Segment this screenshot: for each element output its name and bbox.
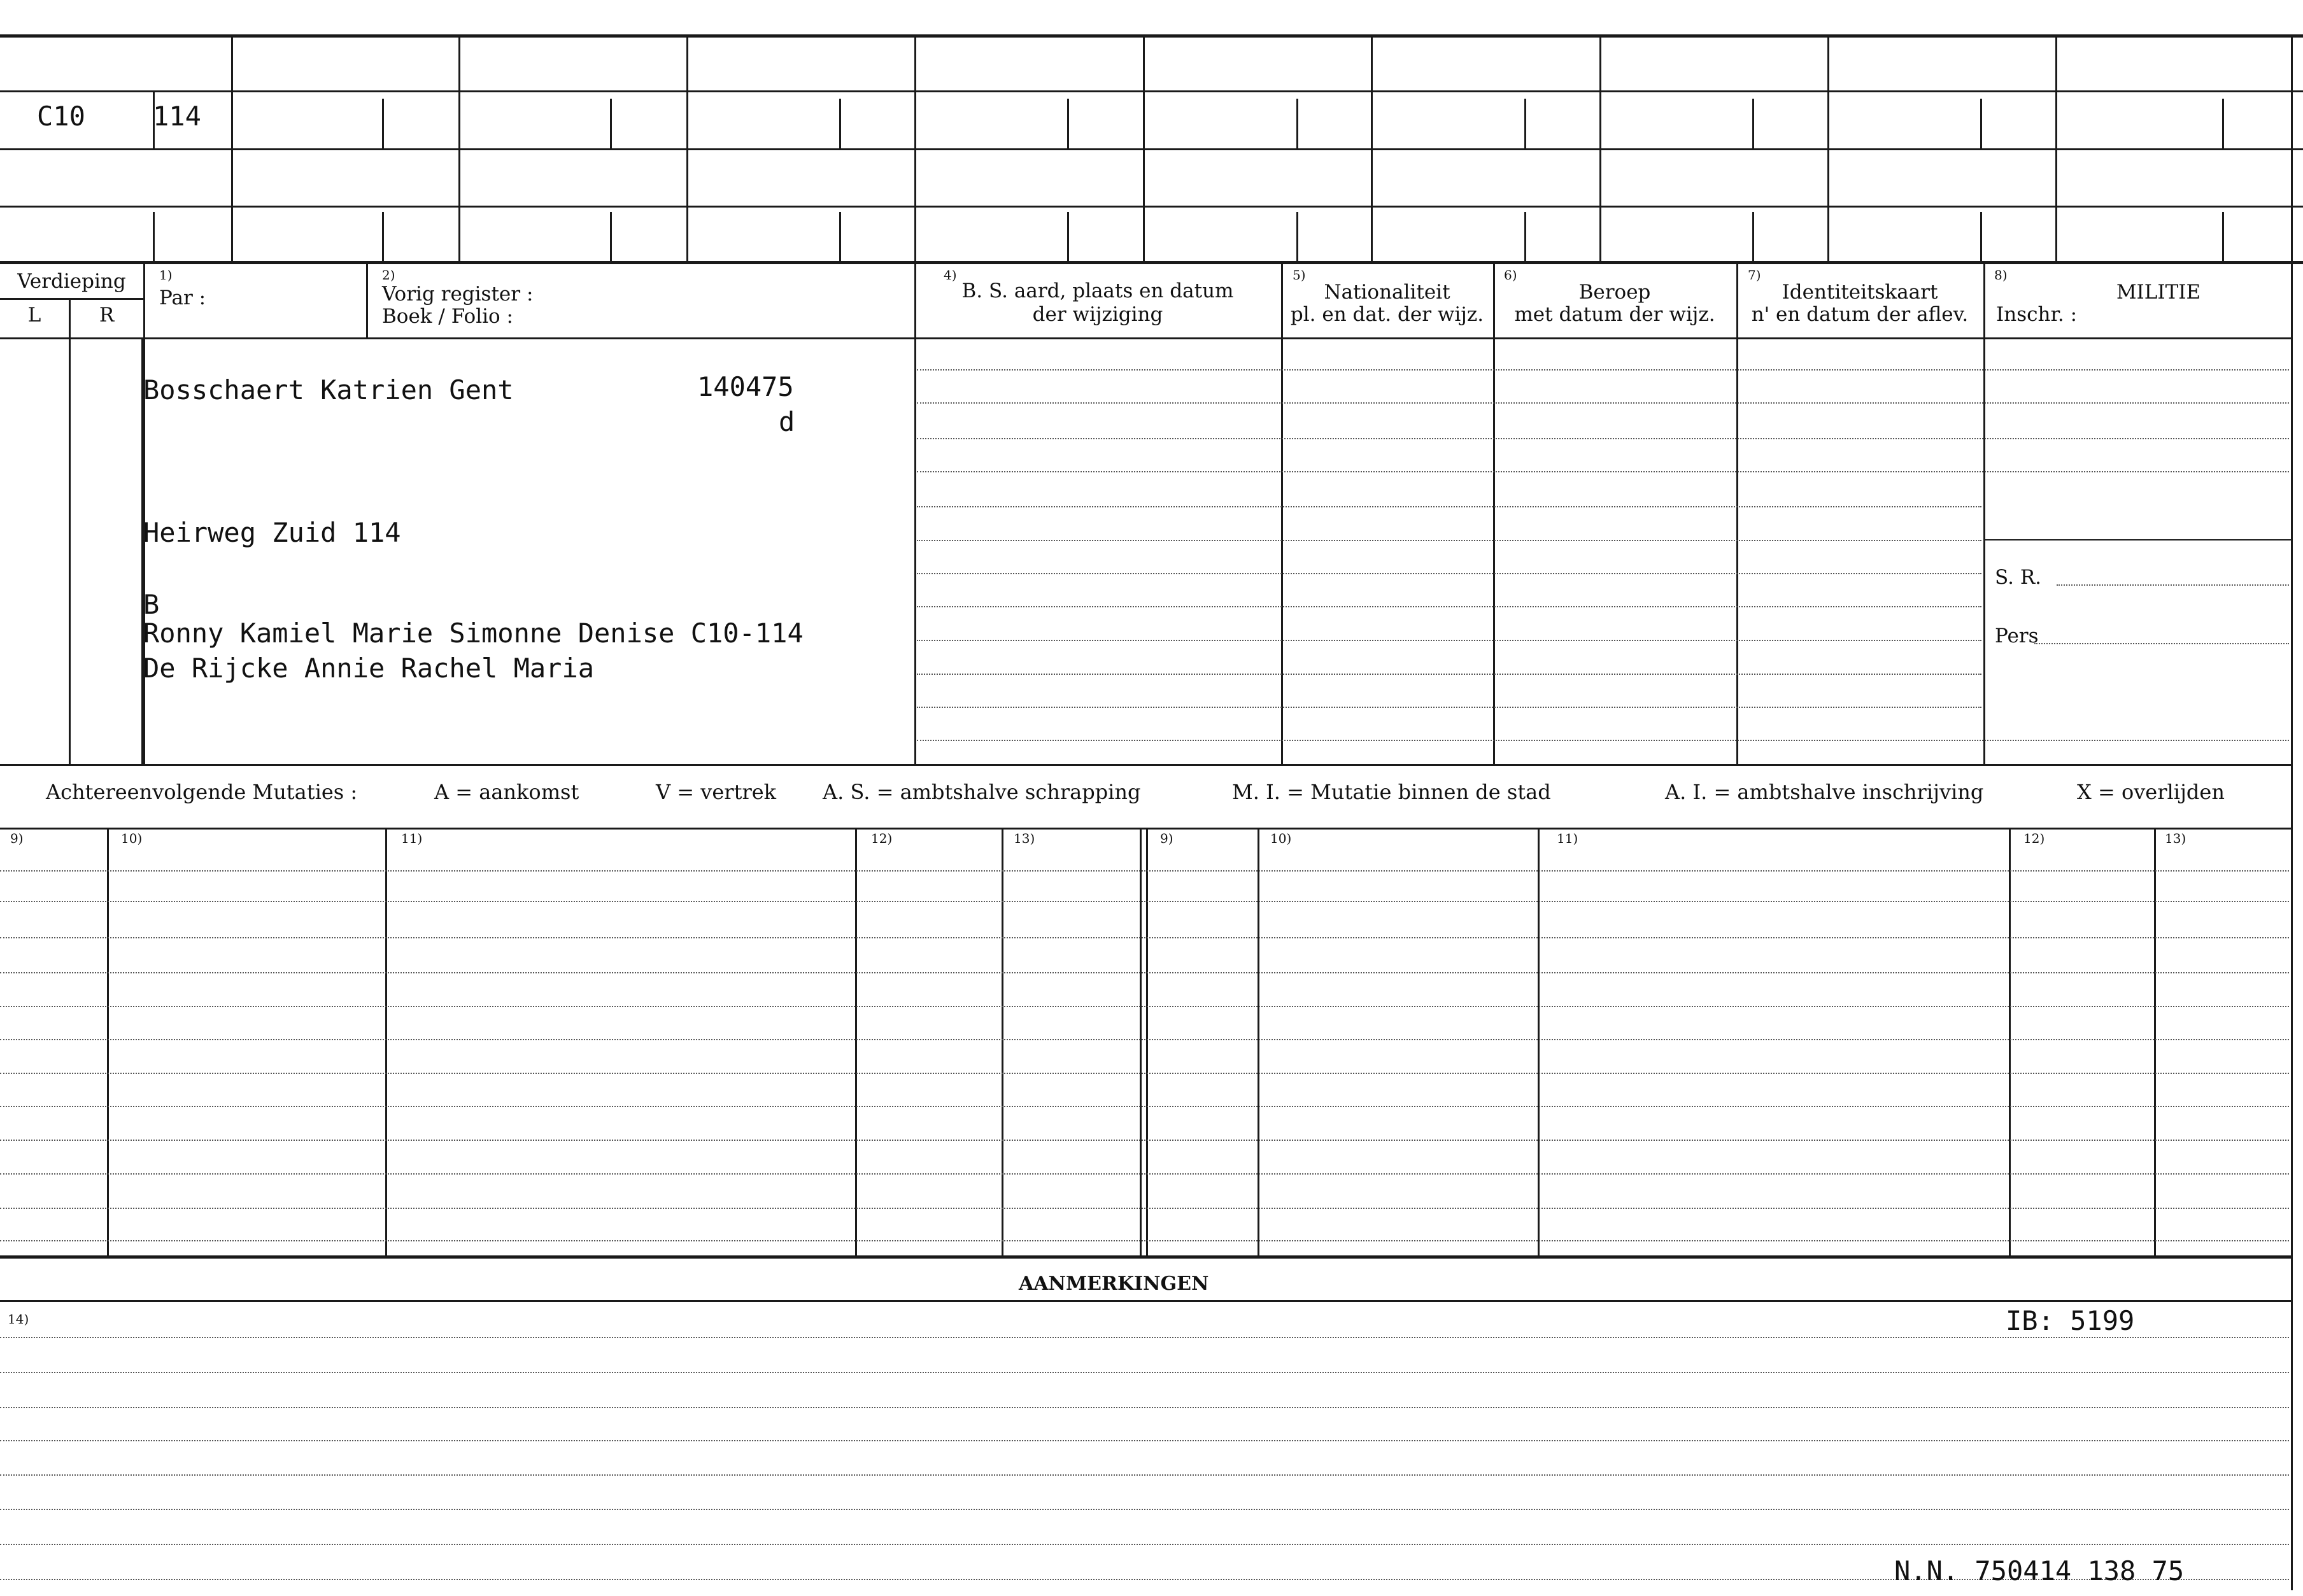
legend-inschrijving: A. I. = ambtshalve inschrijving xyxy=(1665,780,1984,804)
verdieping-label: Verdieping xyxy=(17,270,126,293)
resident-children: Ronny Kamiel Marie Simonne Denise C10-114 xyxy=(143,618,804,649)
militie-title: MILITIE xyxy=(2116,281,2201,304)
mut-col-10-left: 10) xyxy=(121,831,143,846)
mut-col-11-right: 11) xyxy=(1557,831,1578,846)
mut-col-13-right: 13) xyxy=(2165,831,2186,846)
house-number: 114 xyxy=(153,101,201,132)
resident-spouse: De Rijcke Annie Rachel Maria xyxy=(143,653,595,684)
col-4-title-2: der wijziging xyxy=(1032,303,1163,326)
wijk-code: C10 xyxy=(37,101,85,132)
col-7-title-2: n' en datum der aflev. xyxy=(1751,303,1969,326)
pers-label: Pers xyxy=(1995,625,2039,647)
mut-col-12-right: 12) xyxy=(2023,831,2045,846)
mut-col-11-left: 11) xyxy=(401,831,423,846)
col-2-number: 2) xyxy=(382,267,395,283)
aanmerkingen-title: AANMERKINGEN xyxy=(1019,1273,1209,1295)
mut-col-9-right: 9) xyxy=(1160,831,1173,846)
legend-schrapping: A. S. = ambtshalve schrapping xyxy=(823,780,1141,804)
remarks-number: 14) xyxy=(8,1311,29,1327)
resident-code: 140475 xyxy=(697,371,794,402)
boek-folio-label: Boek / Folio : xyxy=(382,305,513,328)
ib-reference: IB: 5199 xyxy=(2006,1305,2135,1336)
mutaties-title: Achtereenvolgende Mutaties : xyxy=(46,780,358,804)
col-5-title-2: pl. en dat. der wijz. xyxy=(1290,303,1484,326)
vorig-register-label: Vorig register : xyxy=(382,283,534,306)
mut-col-13-left: 13) xyxy=(1014,831,1035,846)
col-5-title-1: Nationaliteit xyxy=(1324,281,1450,304)
col-5-number: 5) xyxy=(1293,267,1306,283)
resident-name: Bosschaert Katrien Gent xyxy=(143,374,514,406)
r-label: R xyxy=(99,304,115,327)
inschr-label: Inschr. : xyxy=(1996,303,2078,326)
mut-col-9-left: 9) xyxy=(10,831,24,846)
l-label: L xyxy=(27,304,41,327)
col-6-title-1: Beroep xyxy=(1578,281,1651,304)
mut-col-10-right: 10) xyxy=(1270,831,1292,846)
col-4-title-1: B. S. aard, plaats en datum xyxy=(961,279,1234,302)
national-number: N.N. 750414 138 75 xyxy=(1894,1555,2185,1586)
col-6-title-2: met datum der wijz. xyxy=(1514,303,1715,326)
legend-aankomst: A = aankomst xyxy=(434,780,579,804)
legend-vertrek: V = vertrek xyxy=(656,780,777,804)
col-1-number: 1) xyxy=(159,267,173,283)
legend-mutatie-stad: M. I. = Mutatie binnen de stad xyxy=(1232,780,1551,804)
col-7-title-1: Identiteitskaart xyxy=(1782,281,1938,304)
sr-label: S. R. xyxy=(1995,566,2042,589)
resident-code-suffix: d xyxy=(779,406,795,437)
par-label: Par : xyxy=(159,286,206,309)
col-6-number: 6) xyxy=(1504,267,1517,283)
mut-col-12-left: 12) xyxy=(871,831,893,846)
col-7-number: 7) xyxy=(1748,267,1761,283)
resident-address: Heirweg Zuid 114 xyxy=(143,517,401,548)
legend-overlijden: X = overlijden xyxy=(2077,780,2225,804)
col-4-number: 4) xyxy=(944,267,957,283)
resident-letter: B xyxy=(143,589,160,620)
col-8-number: 8) xyxy=(1994,267,2008,283)
